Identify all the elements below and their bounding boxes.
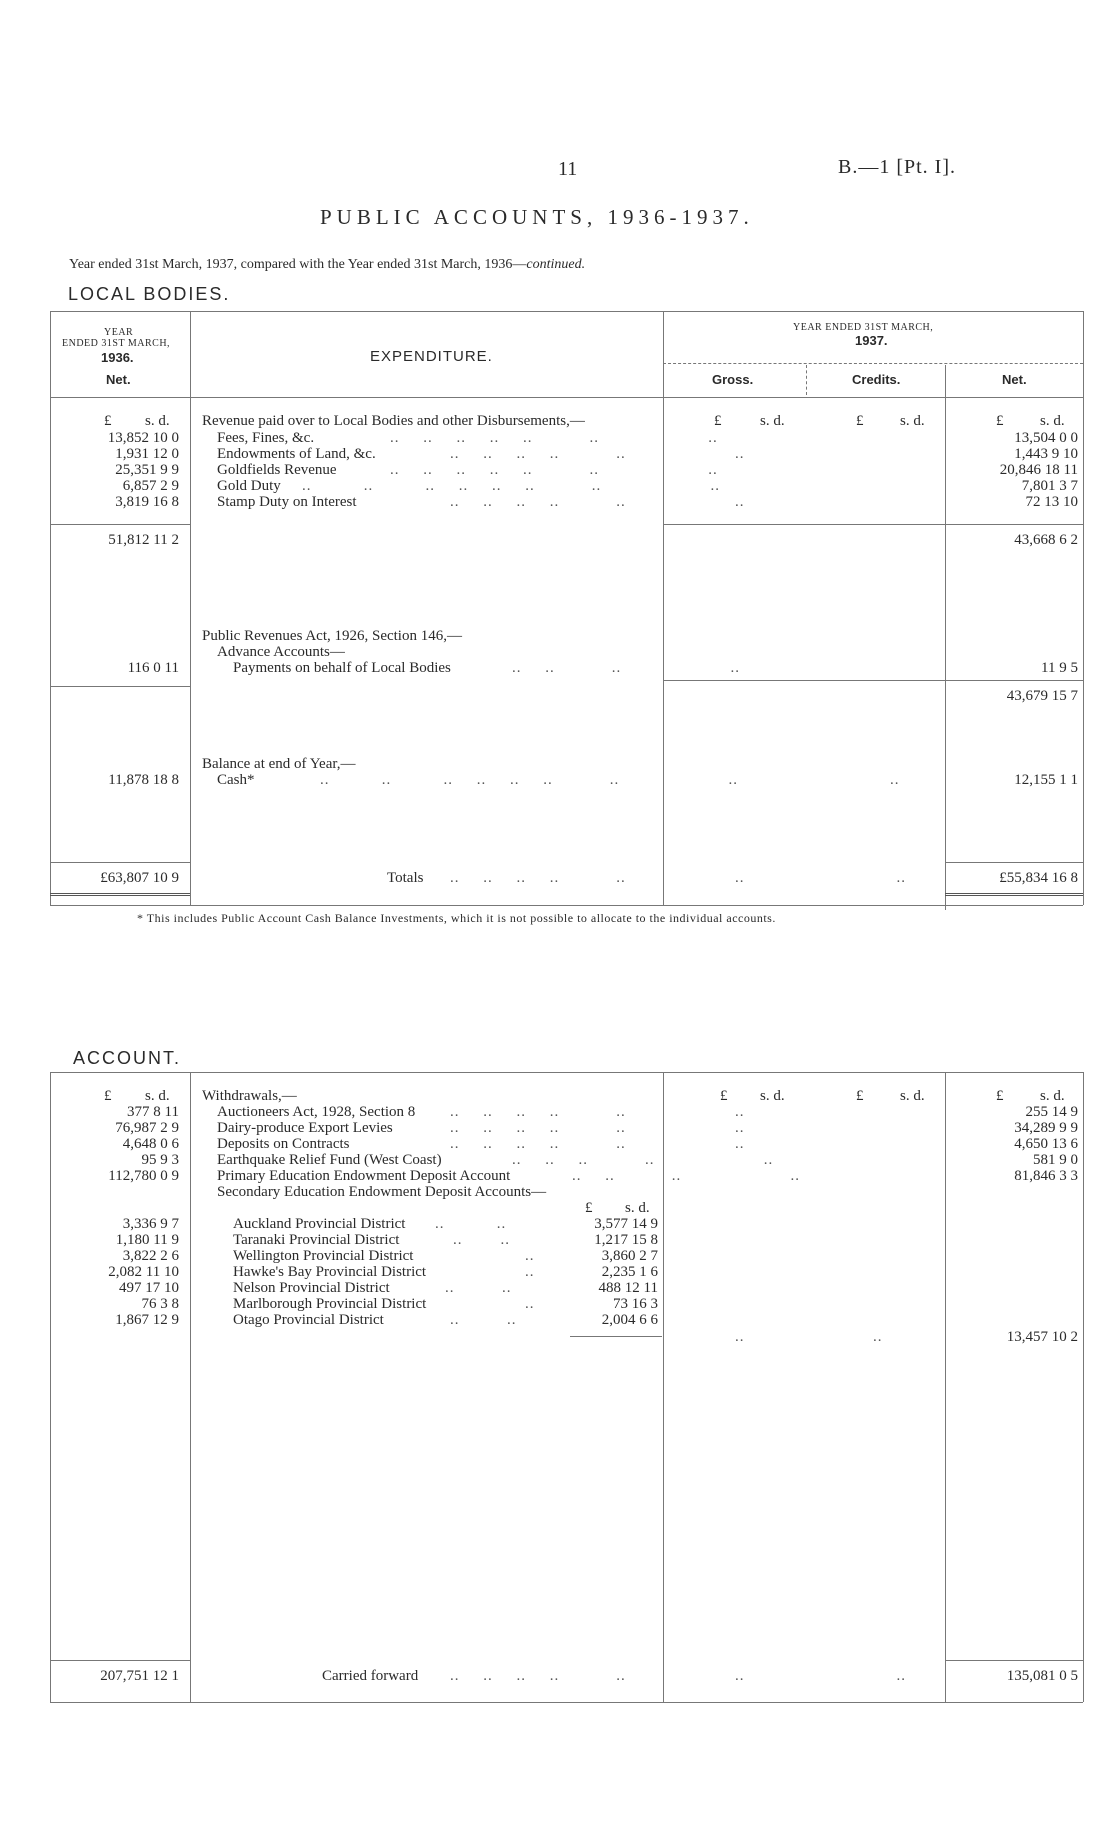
cell-text: 4,648 0 6 — [122, 1136, 179, 1152]
cell-text: s. d. — [1040, 1088, 1065, 1104]
table-row — [0, 772, 1114, 789]
subtotal-row — [0, 532, 1114, 549]
cell-text: 2,082 11 10 — [108, 1264, 179, 1280]
cell-text: 76,987 2 9 — [115, 1120, 179, 1136]
cell-text: Cash* — [217, 772, 255, 788]
dot-leader: .. .. .. .. .. .. .. — [390, 462, 718, 478]
dot-leader: .. .. .. .. .. .. — [450, 1104, 745, 1120]
col-net-cur: Net. — [1002, 372, 1027, 387]
table-row — [0, 1104, 1114, 1121]
cell-text: 116 0 11 — [127, 660, 179, 676]
cell-text: £55,834 16 8 — [999, 870, 1078, 886]
dot-leader: .. .. .. .. .. — [512, 1152, 774, 1168]
unit-sd-credits: s. d. — [900, 413, 925, 429]
col-year-prev-year: 1936. — [101, 350, 134, 365]
cell-text: Auckland Provincial District — [233, 1216, 406, 1232]
table-row — [0, 446, 1114, 463]
subtotal2-row — [0, 688, 1114, 705]
dot-leader: .. — [525, 1264, 535, 1280]
subtitle-continued: continued. — [526, 257, 586, 272]
cell-text: Auctioneers Act, 1928, Section 8 — [217, 1104, 416, 1120]
cell-text: 11 9 5 — [1041, 660, 1078, 676]
cell-text: Secondary Education Endowment Deposit Accounts— — [217, 1184, 547, 1200]
table-row — [0, 1232, 1114, 1249]
cell-text: 6,857 2 9 — [122, 478, 179, 494]
table-row — [0, 1264, 1114, 1281]
cell-text: 3,577 14 9 — [594, 1216, 658, 1232]
col-gross: Gross. — [712, 372, 754, 387]
cell-text: 581 9 0 — [1033, 1152, 1078, 1168]
cell-text: Wellington Provincial District — [233, 1248, 414, 1264]
cell-text: 34,289 9 9 — [1014, 1120, 1078, 1136]
cell-text: s. d. — [145, 1088, 170, 1104]
table-row — [0, 478, 1114, 495]
cell-text: Endowments of Land, &c. — [217, 446, 376, 462]
cell-text: Stamp Duty on Interest — [217, 494, 357, 510]
cell-text: Payments on behalf of Local Bodies — [233, 660, 451, 676]
cell-text: 3,336 9 7 — [122, 1216, 179, 1232]
cell-text: Totals — [387, 870, 424, 886]
dot-leader: .. — [525, 1248, 535, 1264]
col-year-prev-line2: ENDED 31ST MARCH, — [62, 338, 171, 349]
cell-text: 207,751 12 1 — [100, 1668, 179, 1684]
table-row — [0, 1280, 1114, 1297]
cell-text: 1,867 12 9 — [115, 1312, 179, 1328]
dot-leader: .. .. .. .. .. .. — [450, 446, 745, 462]
col-year-prev-line1: YEAR — [104, 327, 134, 338]
cell-text: 76 3 8 — [141, 1296, 179, 1312]
cell-text: 3,822 2 6 — [122, 1248, 179, 1264]
cell-text: 135,081 0 5 — [1006, 1668, 1078, 1684]
cell-text: Otago Provincial District — [233, 1312, 384, 1328]
cell-text: Gold Duty — [217, 478, 281, 494]
footnote: * This includes Public Account Cash Balance Investments, which it is not possible to allocate to the individual accounts. — [137, 911, 776, 925]
dot-leader: .. .. — [453, 1232, 510, 1248]
cell-text: 3,819 16 8 — [115, 494, 179, 510]
cell-text: £ — [996, 1088, 1004, 1104]
table-row — [0, 1216, 1114, 1233]
cell-text: 43,668 6 2 — [1014, 532, 1078, 548]
table-row — [0, 1296, 1114, 1313]
withdrawals-heading: Withdrawals,— — [202, 1088, 297, 1104]
table-row — [0, 1248, 1114, 1265]
dot-leader: .. .. .. .. .. .. .. .. — [302, 478, 720, 494]
document-reference: B.—1 [Pt. I]. — [838, 156, 956, 178]
cell-text: 1,931 12 0 — [115, 446, 179, 462]
cell-text: 72 13 10 — [1025, 494, 1078, 510]
cell-text: Nelson Provincial District — [233, 1280, 390, 1296]
cell-text: 4,650 13 6 — [1014, 1136, 1078, 1152]
table-row — [0, 1312, 1114, 1329]
dot-leader: .. .. .. .. — [512, 660, 740, 676]
cell-text: 51,812 11 2 — [108, 532, 179, 548]
dot-leader: .. .. .. .. .. .. .. — [390, 430, 718, 446]
page-subtitle — [69, 257, 585, 273]
cell-text: s. d. — [900, 1088, 925, 1104]
unit-l-credits: £ — [856, 413, 864, 429]
col-expenditure: EXPENDITURE. — [370, 348, 493, 365]
section-title-account: ACCOUNT. — [73, 1048, 182, 1068]
cell-text: 1,217 15 8 — [594, 1232, 658, 1248]
page-title: PUBLIC ACCOUNTS, 1936-1937. — [320, 205, 754, 229]
units-row — [0, 413, 1114, 430]
cell-text: 377 8 11 — [127, 1104, 179, 1120]
unit-l: £ — [104, 413, 112, 429]
cell-text: 2,235 1 6 — [601, 1264, 658, 1280]
cell-text: £ — [856, 1088, 864, 1104]
cell-text: 95 9 3 — [141, 1152, 179, 1168]
table-row — [0, 430, 1114, 447]
cell-text: Dairy-produce Export Levies — [217, 1120, 393, 1136]
cell-text: 255 14 9 — [1025, 1104, 1078, 1120]
unit-sd-net: s. d. — [1040, 413, 1065, 429]
unit-l-net: £ — [996, 413, 1004, 429]
dot-leader: .. .. .. .. .. .. .. .. .. — [320, 772, 900, 788]
cell-text: 20,846 18 11 — [999, 462, 1078, 478]
cell-text: Goldfields Revenue — [217, 462, 337, 478]
cell-text: Balance at end of Year,— — [202, 756, 356, 772]
cell-text: 73 16 3 — [613, 1296, 658, 1312]
cell-text: Earthquake Relief Fund (West Coast) — [217, 1152, 442, 1168]
group2-heading — [0, 628, 1114, 645]
dot-leader: .. .. — [450, 1312, 517, 1328]
cell-text: 12,155 1 1 — [1014, 772, 1078, 788]
dot-leader: .. .. .. .. — [572, 1168, 800, 1184]
cell-text: 43,679 15 7 — [1006, 688, 1078, 704]
cell-text: Marlborough Provincial District — [233, 1296, 427, 1312]
cell-text: £63,807 10 9 — [100, 870, 179, 886]
dot-leader: .. .. .. .. .. .. — [450, 494, 745, 510]
cell-text: 13,504 0 0 — [1014, 430, 1078, 446]
dot-leader: .. .. — [435, 1216, 507, 1232]
unit-sd-gross: s. d. — [760, 413, 785, 429]
unit-sd: s. d. — [145, 413, 170, 429]
secondary-units — [0, 1200, 1114, 1217]
cell-text: 112,780 0 9 — [108, 1168, 179, 1184]
table-row — [0, 1120, 1114, 1137]
dot-leader: .. — [873, 1329, 883, 1345]
section-title-local-bodies: LOCAL BODIES. — [68, 284, 231, 304]
dot-leader: .. .. .. .. .. .. .. — [450, 1668, 906, 1684]
cell-text: Advance Accounts— — [217, 644, 345, 660]
cell-text: 3,860 2 7 — [601, 1248, 658, 1264]
table-row — [0, 1152, 1114, 1169]
cell-text: 13,852 10 0 — [107, 430, 179, 446]
table-row — [0, 494, 1114, 511]
cell-text: 1,443 9 10 — [1014, 446, 1078, 462]
cell-text: Fees, Fines, &c. — [217, 430, 315, 446]
cell-text: 497 17 10 — [119, 1280, 179, 1296]
cell-text: s. d. — [625, 1200, 650, 1216]
dot-leader: .. .. .. .. .. .. .. — [450, 870, 906, 886]
subtitle-text: Year ended 31st March, 1937, compared with the Year ended 31st March, 1936— — [69, 257, 527, 272]
secondary-total-row — [0, 1329, 1114, 1346]
units-row — [0, 1088, 1114, 1105]
cell-text: Public Revenues Act, 1926, Section 146,— — [202, 628, 462, 644]
table-row — [0, 1168, 1114, 1185]
cell-text: £ — [104, 1088, 112, 1104]
dot-leader: .. .. — [445, 1280, 512, 1296]
cell-text: 488 12 11 — [598, 1280, 658, 1296]
cell-text: £ — [585, 1200, 593, 1216]
cell-text: 2,004 6 6 — [601, 1312, 658, 1328]
balance-heading — [0, 756, 1114, 773]
cell-text: s. d. — [760, 1088, 785, 1104]
carried-forward-row — [0, 1668, 1114, 1685]
col-year-cur-year: 1937. — [855, 333, 888, 348]
cell-text: 7,801 3 7 — [1021, 478, 1078, 494]
dot-leader: .. — [735, 1329, 745, 1345]
group1-heading: Revenue paid over to Local Bodies and other Disbursements,— — [202, 413, 585, 429]
cell-text: Carried forward — [322, 1668, 419, 1684]
cell-text: 13,457 10 2 — [1006, 1329, 1078, 1345]
dot-leader: .. .. .. .. .. .. — [450, 1136, 745, 1152]
dot-leader: .. — [525, 1296, 535, 1312]
table-row — [0, 1136, 1114, 1153]
dot-leader: .. .. .. .. .. .. — [450, 1120, 745, 1136]
col-credits: Credits. — [852, 372, 901, 387]
table-row — [0, 660, 1114, 677]
cell-text: Taranaki Provincial District — [233, 1232, 400, 1248]
cell-text: £ — [720, 1088, 728, 1104]
cell-text: Deposits on Contracts — [217, 1136, 350, 1152]
secondary-heading — [0, 1184, 1114, 1201]
totals-row — [0, 870, 1114, 887]
cell-text: 81,846 3 3 — [1014, 1168, 1078, 1184]
cell-text: Hawke's Bay Provincial District — [233, 1264, 427, 1280]
unit-l-gross: £ — [714, 413, 722, 429]
group2-sub — [0, 644, 1114, 661]
table-row — [0, 462, 1114, 479]
page-number: 11 — [558, 158, 578, 180]
col-year-cur-line1: YEAR ENDED 31ST MARCH, — [793, 322, 934, 333]
cell-text: Primary Education Endowment Deposit Account — [217, 1168, 511, 1184]
cell-text: 11,878 18 8 — [108, 772, 179, 788]
cell-text: 1,180 11 9 — [115, 1232, 179, 1248]
col-net-prev: Net. — [106, 372, 131, 387]
cell-text: 25,351 9 9 — [115, 462, 179, 478]
